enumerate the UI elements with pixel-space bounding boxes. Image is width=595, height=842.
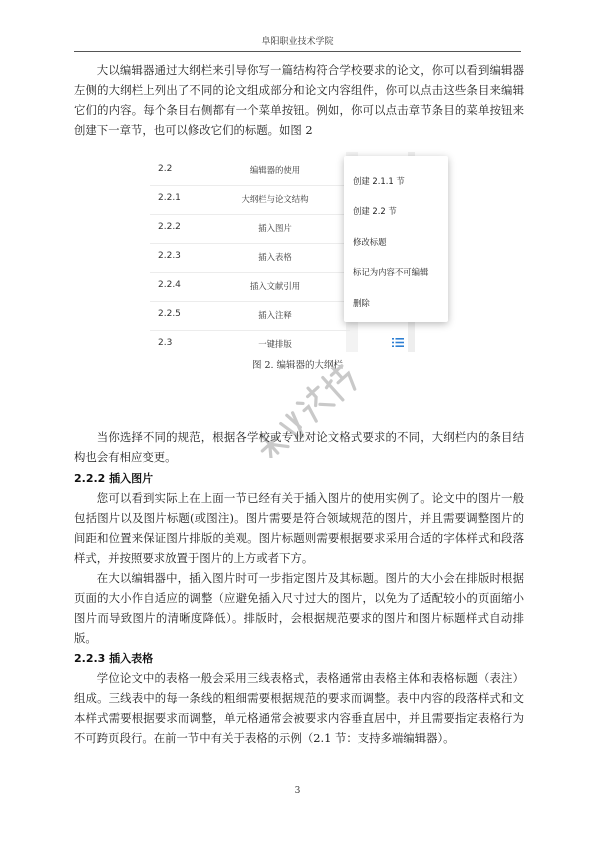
paragraph-text: 当你选择不同的规范，根据各学校或专业对论文格式要求的不同，大纲栏内的条目结构也会有相应变更。: [74, 430, 524, 464]
list-menu-icon[interactable]: [392, 338, 404, 347]
context-menu: [344, 156, 448, 322]
page-header: 阜阳职业技术学院: [74, 34, 521, 52]
outline-item[interactable]: [150, 185, 350, 215]
outline-item-title: 插入图片: [258, 223, 292, 233]
paragraph-text: 学位论文中的表格一般会采用三线表格式，表格通常由表格主体和表格标题（表注）组成。三线表中的每一条线的粗细需要根据规范的要求而调整。表中内容的段落样式和文本样式需要根据要求而调整，单元格通常会被要求内容垂直居中，并且需要指定表格行为不可跨页段行。在前一节中有关于表格的示例（2.1 节：支持多端编辑器）。: [74, 671, 524, 745]
menu-item-rename[interactable]: 修改标题: [353, 237, 387, 247]
outline-item[interactable]: [150, 272, 350, 302]
outline-item[interactable]: [150, 214, 350, 244]
section-2-2-2-body: [74, 488, 524, 648]
outline-item-number: 2.2.3: [158, 251, 181, 261]
figure-caption: 图 2. 编辑器的大纲栏: [251, 360, 344, 371]
outline-item-title: 插入注释: [258, 310, 292, 320]
outline-item-title: 大纲栏与论文结构: [241, 194, 309, 204]
outline-item-number: 2.2.2: [158, 222, 181, 232]
outline-item-number: 2.2.5: [158, 309, 181, 319]
paragraph-text: 您可以看到实际上在上面一节已经有关于插入图片的使用实例了。论文中的图片一般包括图片以及图片标题(或图注)。图片需要是符合领域规范的图片，并且需要调整图片的间距和位置来保证图片排版的美观。图片标题则需要根据要求采用合适的字体样式和段落样式，并按照要求放置于图片的上方或者下方。: [74, 491, 524, 565]
menu-item-lock-content[interactable]: 标记为内容不可编辑: [353, 267, 429, 277]
outline-item[interactable]: [150, 243, 350, 273]
section-heading-2-2-2: 2.2.2 插入图片: [74, 472, 154, 485]
outline-item[interactable]: [150, 156, 350, 186]
outline-item[interactable]: [150, 301, 350, 331]
section-heading-2-2-3: 2.2.3 插入表格: [74, 652, 154, 665]
outline-item-title: 插入文献引用: [249, 281, 301, 291]
menu-item-delete[interactable]: 删除: [353, 298, 370, 308]
intro-text: 大以编辑器通过大纲栏来引导你写一篇结构符合学校要求的论文，你可以看到编辑器左侧的大纲栏上列出了不同的论文组成部分和论文内容组件，你可以点击这些条目来编辑它们的内容。每个条目右侧都有一个菜单按钮。例如，你可以点击章节条目的菜单按钮来创建下一章节，也可以修改它们的标题。如图 2: [74, 63, 524, 137]
page-number: 3: [294, 786, 301, 796]
outline-item-title: 一键排版: [258, 339, 292, 349]
outline-item-number: 2.2: [158, 164, 173, 174]
outline-item-title: 插入表格: [258, 252, 292, 262]
outline-item-number: 2.2.1: [158, 193, 181, 203]
outline-item-number: 2.3: [158, 338, 173, 348]
paragraph-text: 在大以编辑器中，插入图片时可一步指定图片及其标题。图片的大小会在排版时根据页面的大小作自适应的调整（应避免插入尺寸过大的图片，以免为了适配较小的页面缩小图片而导致图片的清晰度降低）。排版时，会根据规范要求的图片和图片标题样式自动排版。: [74, 571, 524, 645]
section-2-2-3-body: [74, 668, 524, 748]
outline-item-title: 编辑器的使用: [249, 165, 301, 175]
outline-figure: [150, 152, 430, 352]
menu-item-create-section[interactable]: 创建 2.2 节: [353, 206, 397, 216]
menu-item-create-subsection[interactable]: 创建 2.1.1 节: [353, 176, 405, 186]
paragraph-after-figure: [74, 427, 524, 467]
intro-paragraph: [74, 60, 524, 140]
outline-item-number: 2.2.4: [158, 280, 181, 290]
